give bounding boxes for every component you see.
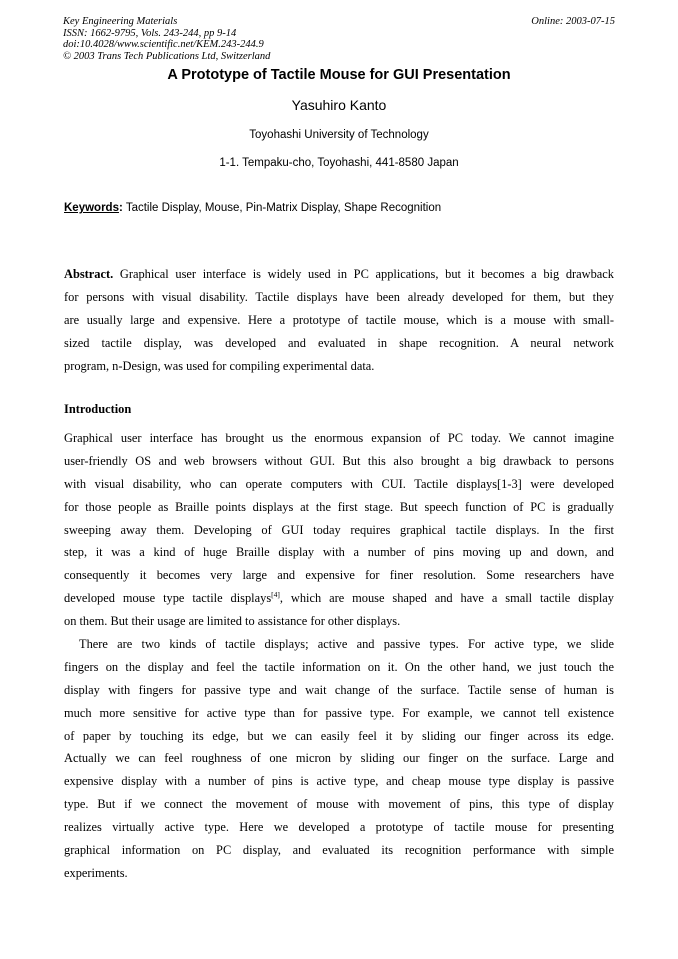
journal-header (63, 16, 615, 62)
intro-line: user-friendly OS and web browsers without GUI. But this also brought a big drawback to persons (64, 453, 614, 468)
intro-line: developed mouse type tactile displays[4], which are mouse shaped and have a small tactile display (64, 590, 614, 606)
keywords-line (64, 202, 441, 214)
intro-line: Graphical user interface has brought us the enormous expansion of PC today. We cannot imagine (64, 431, 614, 445)
affiliation: Toyohashi University of Technology (249, 129, 429, 141)
intro-line: There are two kinds of tactile displays; active and passive types. For active type, we slide (79, 637, 614, 652)
keywords-text: Tactile Display, Mouse, Pin-Matrix Display, Shape Recognition (125, 202, 442, 214)
intro-line: with visual disability, who can operate computers with CUI. Tactile displays[1-3] were developed (64, 476, 614, 491)
intro-line: fingers on the display and feel the tactile information on it. On the other hand, we just touch the (64, 659, 614, 674)
intro-line: for those people as Braille points displays at the first stage. But speech function of PC is gradually (64, 499, 614, 514)
issn-line: ISSN: 1662-9795, Vols. 243-244, pp 9-14 (63, 27, 237, 39)
abstract-line: program, n-Design, was used for compiling experimental data. (64, 358, 375, 373)
intro-line: graphical information on PC display, and evaluated its recognition performance with simple (64, 843, 614, 858)
abstract-line: Abstract. Graphical user interface is widely used in PC applications, but it becomes a big drawback (64, 267, 614, 281)
intro-line: consequently it becomes very large and expensive for finer resolution. Some researchers have (64, 568, 614, 583)
doi-line: doi:10.4028/www.scientific.net/KEM.243-244.9 (63, 39, 264, 50)
abstract-line: are usually large and expensive. Here a prototype of tactile mouse, which is a mouse with small- (64, 312, 614, 327)
citation-ref: [4] (271, 590, 280, 600)
intro-line: step, it was a kind of huge Braille display with a number of pins moving up and down, and (64, 545, 614, 560)
intro-line: realizes virtually active type. Here we developed a prototype of tactile mouse for presenting (64, 820, 614, 835)
keywords-colon: : (118, 202, 123, 214)
intro-line: on them. But their usage are limited to assistance for other displays. (64, 614, 401, 629)
journal-name: Key Engineering Materials (63, 16, 178, 27)
abstract (64, 263, 614, 377)
abstract-label: Abstract. (64, 267, 114, 281)
address: 1-1. Tempaku-cho, Toyohashi, 441-8580 Japan (219, 157, 459, 169)
intro-line: type. But if we connect the movement of mouse with movement of pins, this type of display (64, 797, 614, 812)
online-date: Online: 2003-07-15 (531, 16, 615, 27)
section-heading: Introduction (64, 402, 132, 416)
abstract-line: for persons with visual disability. Tactile displays have been already developed for them, but they (64, 289, 614, 304)
copyright-line: © 2003 Trans Tech Publications Ltd, Switzerland (63, 50, 271, 62)
keywords-label: Keywords (64, 202, 119, 214)
intro-line: much more sensitive for active type than for passive type. For example, we cannot tell existence (64, 705, 614, 720)
intro-line: expensive display with a number of pins is active type, and cheap mouse type display is passive (64, 774, 614, 789)
paper-title: A Prototype of Tactile Mouse for GUI Presentation (167, 67, 511, 83)
intro-line: sweeping away them. Developing of GUI today requires graphical tactile displays. In the first (64, 522, 614, 537)
introduction-body (64, 427, 614, 885)
abstract-line: sized tactile display, was developed and evaluated in shape recognition. A neural network (64, 335, 614, 350)
intro-line: experiments. (64, 865, 128, 880)
author-name: Yasuhiro Kanto (291, 97, 387, 113)
intro-line: of paper by touching its edge, but we can easily feel it by sliding our finger across its edge. (64, 728, 614, 743)
intro-line: Actually we can feel roughness of one micron by sliding our finger on the surface. Large and (64, 751, 614, 766)
intro-line: display with fingers for passive type and wait change of the surface. Tactile sense of human is (64, 682, 614, 697)
